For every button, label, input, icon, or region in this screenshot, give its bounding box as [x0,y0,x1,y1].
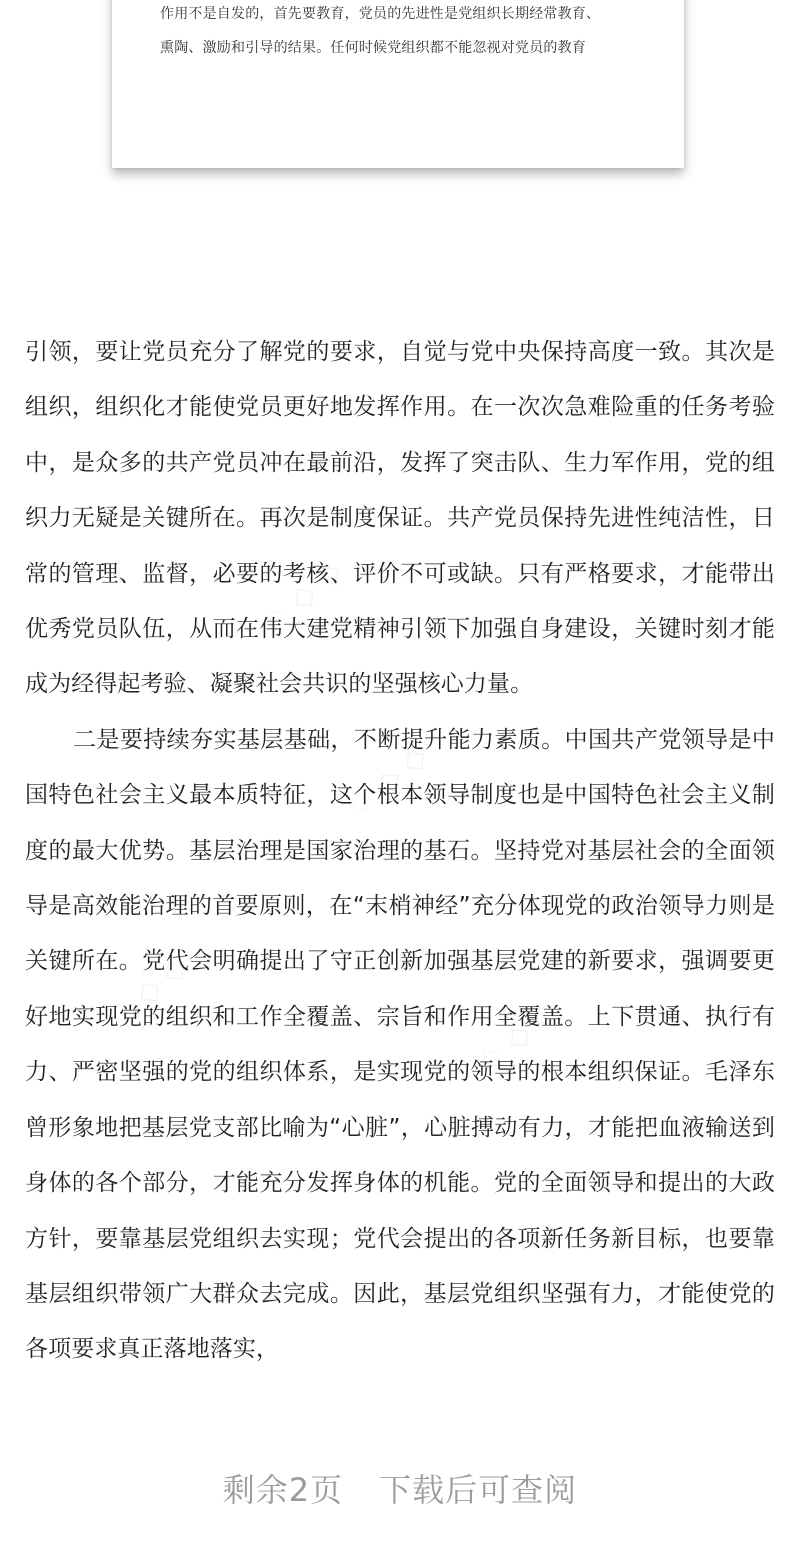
download-to-view-label: 下载后可查阅 [379,1471,578,1509]
preview-text-line: 熏陶、激励和引导的结果。任何时候党组织都不能忽视对党员的教育 [160,40,586,56]
preview-text-line: 作用不是自发的，首先要教育，党员的先进性是党组织长期经常教育、 [160,6,601,22]
download-prompt-button[interactable] [0,1462,800,1518]
document-body [25,325,775,1378]
body-paragraph: 引领，要让党员充分了解党的要求，自觉与党中央保持高度一致。其次是组织，组织化才能使党员更好地发挥作用。在一次次急难险重的任务考验中，是众多的共产党员冲在最前沿，发挥了突击队、生力军作用，党的组织力无疑是关键所在。再次是制度保证。共产党员保持先进性纯洁性，日常的管理、监督，必要的考核、评价不可或缺。只有严格要求，才能带出优秀党员队伍，从而在伟大建党精神引领下加强自身建设，关键时刻才能成为经得起考验、凝聚社会共识的坚强核心力量。 [25,339,775,698]
remaining-pages-label: 剩余2页 [222,1471,344,1509]
page-preview-card [112,0,684,168]
body-paragraph: 二是要持续夯实基层基础，不断提升能力素质。中国共产党领导是中国特色社会主义最本质特征，这个根本领导制度也是中国特色社会主义制度的最大优势。基层治理是国家治理的基石。坚持党对基层社会的全面领导是高效能治理的首要原则，在“末梢神经”充分体现党的政治领导力则是关键所在。党代会明确提出了守正创新加强基层党建的新要求，强调要更好地实现党的组织和工作全覆盖、宗旨和作用全覆盖。上下贯通、执行有力、严密坚强的党的组织体系，是实现党的领导的根本组织保证。毛泽东曾形象地把基层党支部比喻为“心脏”，心脏搏动有力，才能把血液输送到身体的各个部分，才能充分发挥身体的机能。党的全面领导和提出的大政方针，要靠基层党组织去实现；党代会提出的各项新任务新目标，也要靠基层组织带领广大群众去完成。因此，基层党组织坚强有力，才能使党的各项要求真正落地落实， [25,726,775,1363]
